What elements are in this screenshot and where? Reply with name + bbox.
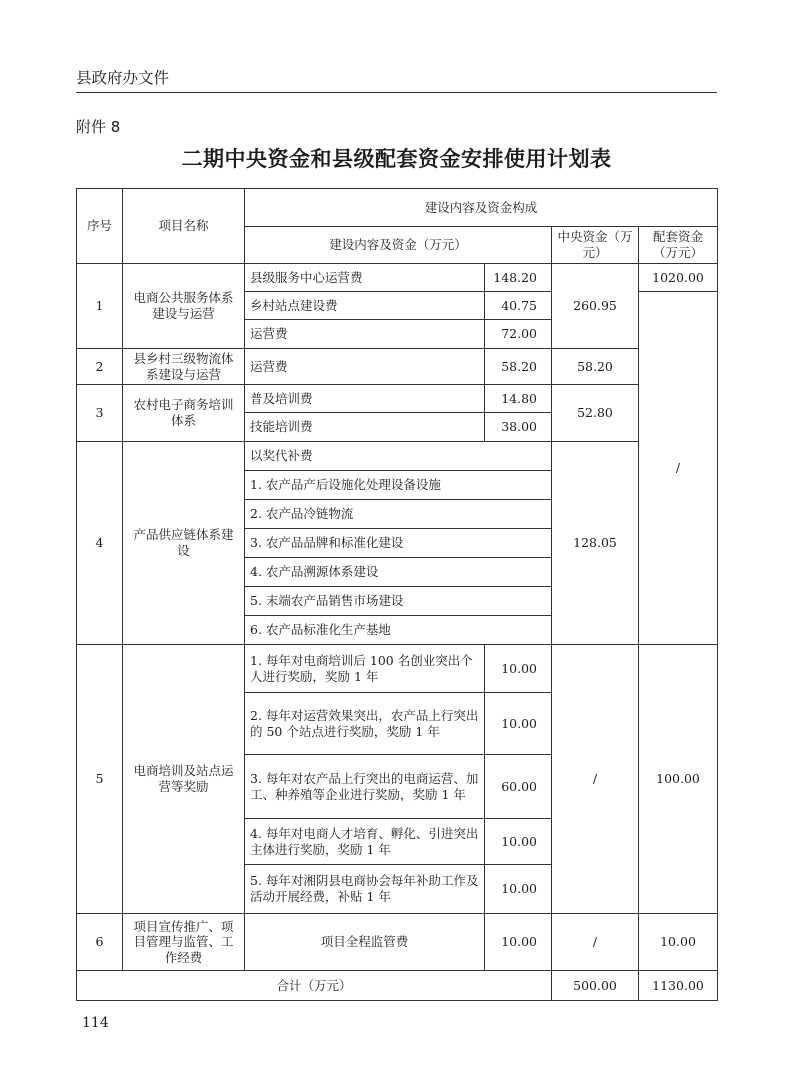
row6-central: / (552, 914, 639, 971)
row4-item: 6. 农产品标准化生产基地 (245, 616, 552, 645)
row3-item-amount: 38.00 (485, 413, 552, 442)
header-seq: 序号 (77, 189, 123, 264)
row4-item: 以奖代补费 (245, 442, 552, 471)
row5-item-amount: 60.00 (485, 755, 552, 819)
row4-item: 5. 末端农产品销售市场建设 (245, 587, 552, 616)
total-label: 合计（万元） (77, 971, 552, 1001)
row1-seq: 1 (77, 264, 123, 349)
row3-seq: 3 (77, 385, 123, 442)
row1-item-amount: 72.00 (485, 320, 552, 349)
header-central: 中央资金（万元） (552, 227, 639, 264)
row1-item-amount: 40.75 (485, 292, 552, 320)
row5-item-amount: 10.00 (485, 819, 552, 865)
page-title: 二期中央资金和县级配套资金安排使用计划表 (181, 147, 612, 171)
row5-item-amount: 10.00 (485, 865, 552, 914)
row3-item-label: 技能培训费 (245, 413, 485, 442)
row6-item-label: 项目全程监管费 (245, 914, 485, 971)
row2-seq: 2 (77, 349, 123, 385)
row4-item: 4. 农产品溯源体系建设 (245, 558, 552, 587)
header-rule (76, 92, 717, 93)
funding-plan-table (76, 188, 718, 1001)
row1-item-label: 县级服务中心运营费 (245, 264, 485, 292)
row5-item-label: 3. 每年对农产品上行突出的电商运营、加工、种养殖等企业进行奖励，奖励 1 年 (245, 755, 485, 819)
row2-item-amount: 58.20 (485, 349, 552, 385)
document-header: 县政府办文件 (76, 69, 170, 87)
row3-item-label: 普及培训费 (245, 385, 485, 413)
row6-name: 项目宣传推广、项目管理与监管、工作经费 (123, 914, 245, 971)
row2-name: 县乡村三级物流体系建设与运营 (123, 349, 245, 385)
row2-item-label: 运营费 (245, 349, 485, 385)
header-content: 建设内容及资金（万元） (245, 227, 552, 264)
row4-name: 产品供应链体系建设 (123, 442, 245, 645)
row6-seq: 6 (77, 914, 123, 971)
row4-seq: 4 (77, 442, 123, 645)
row4-item: 3. 农产品品牌和标准化建设 (245, 529, 552, 558)
attachment-label: 附件 8 (76, 118, 121, 136)
header-group: 建设内容及资金构成 (245, 189, 718, 227)
header-matching: 配套资金（万元） (639, 227, 718, 264)
row2-central: 58.20 (552, 349, 639, 385)
row5-central: / (552, 645, 639, 914)
matching-rows-2-4: / (639, 292, 718, 645)
row4-central: 128.05 (552, 442, 639, 645)
row6-matching: 10.00 (639, 914, 718, 971)
row6-item-amount: 10.00 (485, 914, 552, 971)
row5-item-label: 2. 每年对运营效果突出，农产品上行突出的 50 个站点进行奖励，奖励 1 年 (245, 693, 485, 755)
page-number: 114 (82, 1015, 109, 1031)
row3-name: 农村电子商务培训体系 (123, 385, 245, 442)
row1-item-label: 乡村站点建设费 (245, 292, 485, 320)
row1-central: 260.95 (552, 264, 639, 349)
total-matching: 1130.00 (639, 971, 718, 1001)
row5-item-amount: 10.00 (485, 645, 552, 693)
row1-item-label: 运营费 (245, 320, 485, 349)
row3-item-amount: 14.80 (485, 385, 552, 413)
row5-item-label: 4. 每年对电商人才培育、孵化、引进突出主体进行奖励，奖励 1 年 (245, 819, 485, 865)
row4-item: 2. 农产品冷链物流 (245, 500, 552, 529)
row5-matching: 100.00 (639, 645, 718, 914)
row3-central: 52.80 (552, 385, 639, 442)
header-project: 项目名称 (123, 189, 245, 264)
row1-name: 电商公共服务体系建设与运营 (123, 264, 245, 349)
row5-seq: 5 (77, 645, 123, 914)
row5-item-amount: 10.00 (485, 693, 552, 755)
row1-item-amount: 148.20 (485, 264, 552, 292)
total-central: 500.00 (552, 971, 639, 1001)
row5-item-label: 1. 每年对电商培训后 100 名创业突出个人进行奖励，奖励 1 年 (245, 645, 485, 693)
row5-item-label: 5. 每年对湘阴县电商协会每年补助工作及活动开展经费，补贴 1 年 (245, 865, 485, 914)
row1-matching: 1020.00 (639, 264, 718, 292)
row5-name: 电商培训及站点运营等奖励 (123, 645, 245, 914)
row4-item: 1. 农产品产后设施化处理设备设施 (245, 471, 552, 500)
